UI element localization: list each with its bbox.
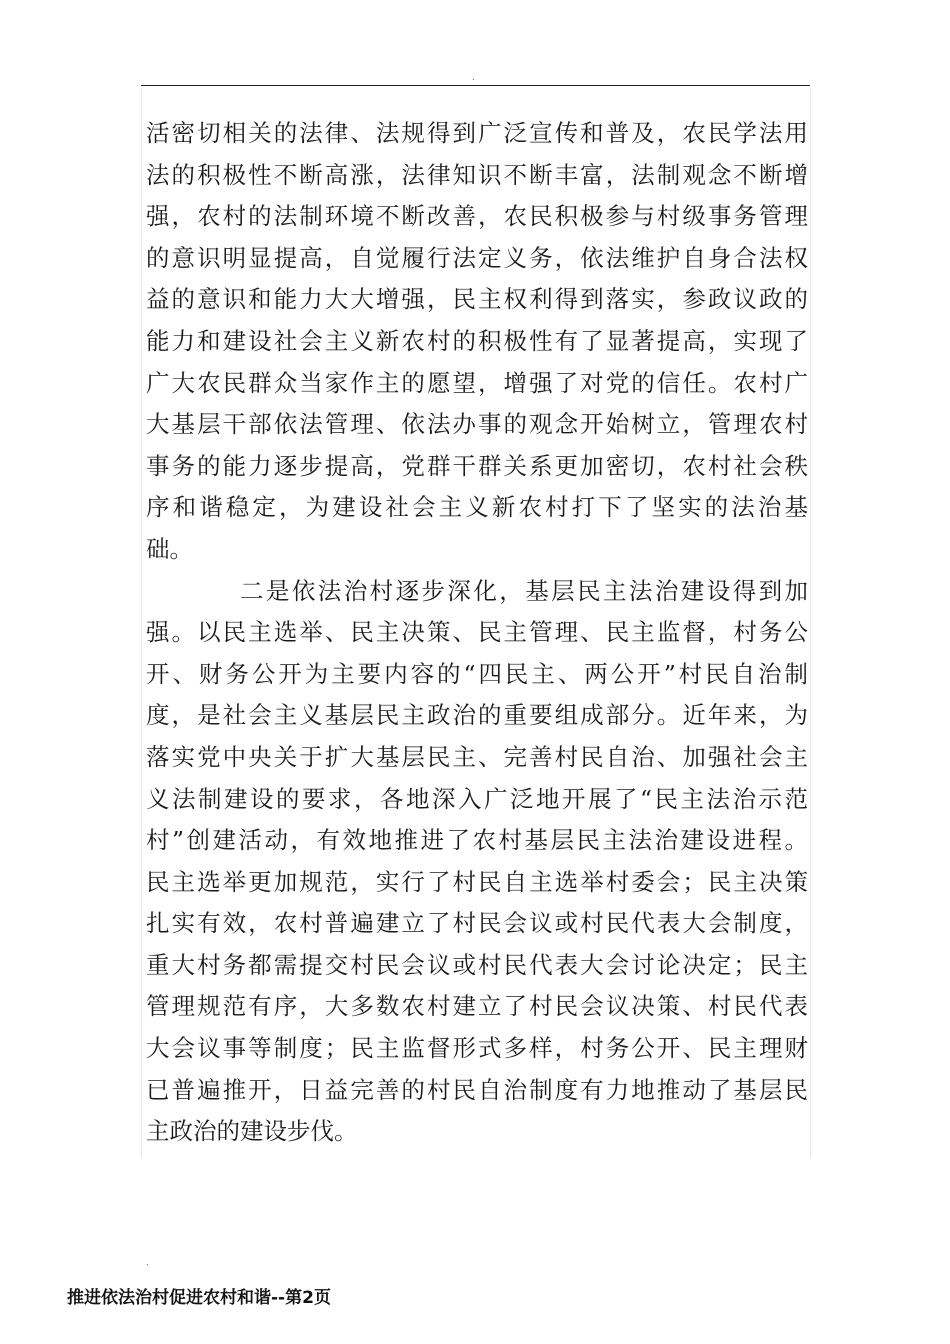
- text-line: 度，是社会主义基层民主政治的重要组成部分。近年来，为: [146, 701, 808, 730]
- text-line: 事务的能力逐步提高，党群干群关系更加密切，农村社会秩: [146, 451, 808, 480]
- text-line: 重大村务都需提交村民会议或村民代表大会讨论决定；民主: [146, 950, 808, 979]
- text-line: 益的意识和能力大大增强，民主权利得到落实，参政议政的: [146, 285, 808, 314]
- footer-page-title: 推进依法治村促进农村和谐--第2页: [67, 1288, 331, 1308]
- header-rule: [141, 85, 810, 86]
- text-line: 义法制建设的要求，各地深入广泛地开展了“民主法治示范: [146, 784, 808, 813]
- text-line: 法的积极性不断高涨，法律知识不断丰富，法制观念不断增: [146, 160, 808, 189]
- text-line: 活密切相关的法律、法规得到广泛宣传和普及，农民学法用: [146, 119, 808, 147]
- body-text: [146, 113, 808, 1153]
- text-line: 主政治的建设步伐。: [146, 1117, 358, 1146]
- text-line: 广大农民群众当家作主的愿望，增强了对党的信任。农村广: [146, 368, 808, 397]
- footer-dot: .: [146, 1258, 149, 1267]
- text-line: 强，农村的法制环境不断改善，农民积极参与村级事务管理: [146, 202, 808, 231]
- text-line: 已普遍推开，日益完善的村民自治制度有力地推动了基层民: [146, 1075, 808, 1104]
- text-line: 二是依法治村逐步深化，基层民主法治建设得到加: [240, 576, 808, 605]
- text-line: 落实党中央关于扩大基层民主、完善村民自治、加强社会主: [146, 742, 808, 771]
- text-line: 能力和建设社会主义新农村的积极性有了显著提高，实现了: [146, 326, 808, 355]
- text-line: 强。以民主选举、民主决策、民主管理、民主监督，村务公: [146, 618, 808, 647]
- header-dot: .: [472, 73, 475, 82]
- text-line: 村”创建活动，有效地推进了农村基层民主法治建设进程。: [146, 826, 808, 855]
- text-line: 扎实有效，农村普遍建立了村民会议或村民代表大会制度，: [146, 909, 808, 938]
- text-line: 大基层干部依法管理、依法办事的观念开始树立，管理农村: [146, 410, 808, 439]
- text-line: 民主选举更加规范，实行了村民自主选举村委会；民主决策: [146, 867, 808, 896]
- text-line: 大会议事等制度；民主监督形式多样，村务公开、民主理财: [146, 1034, 808, 1063]
- text-line: 的意识明显提高，自觉履行法定义务，依法维护自身合法权: [146, 243, 808, 272]
- text-line: 开、财务公开为主要内容的“四民主、两公开”村民自治制: [146, 659, 808, 688]
- text-line: 础。: [146, 534, 193, 563]
- text-line: 管理规范有序，大多数农村建立了村民会议决策、村民代表: [146, 992, 808, 1021]
- text-line: 序和谐稳定，为建设社会主义新农村打下了坚实的法治基: [146, 493, 808, 522]
